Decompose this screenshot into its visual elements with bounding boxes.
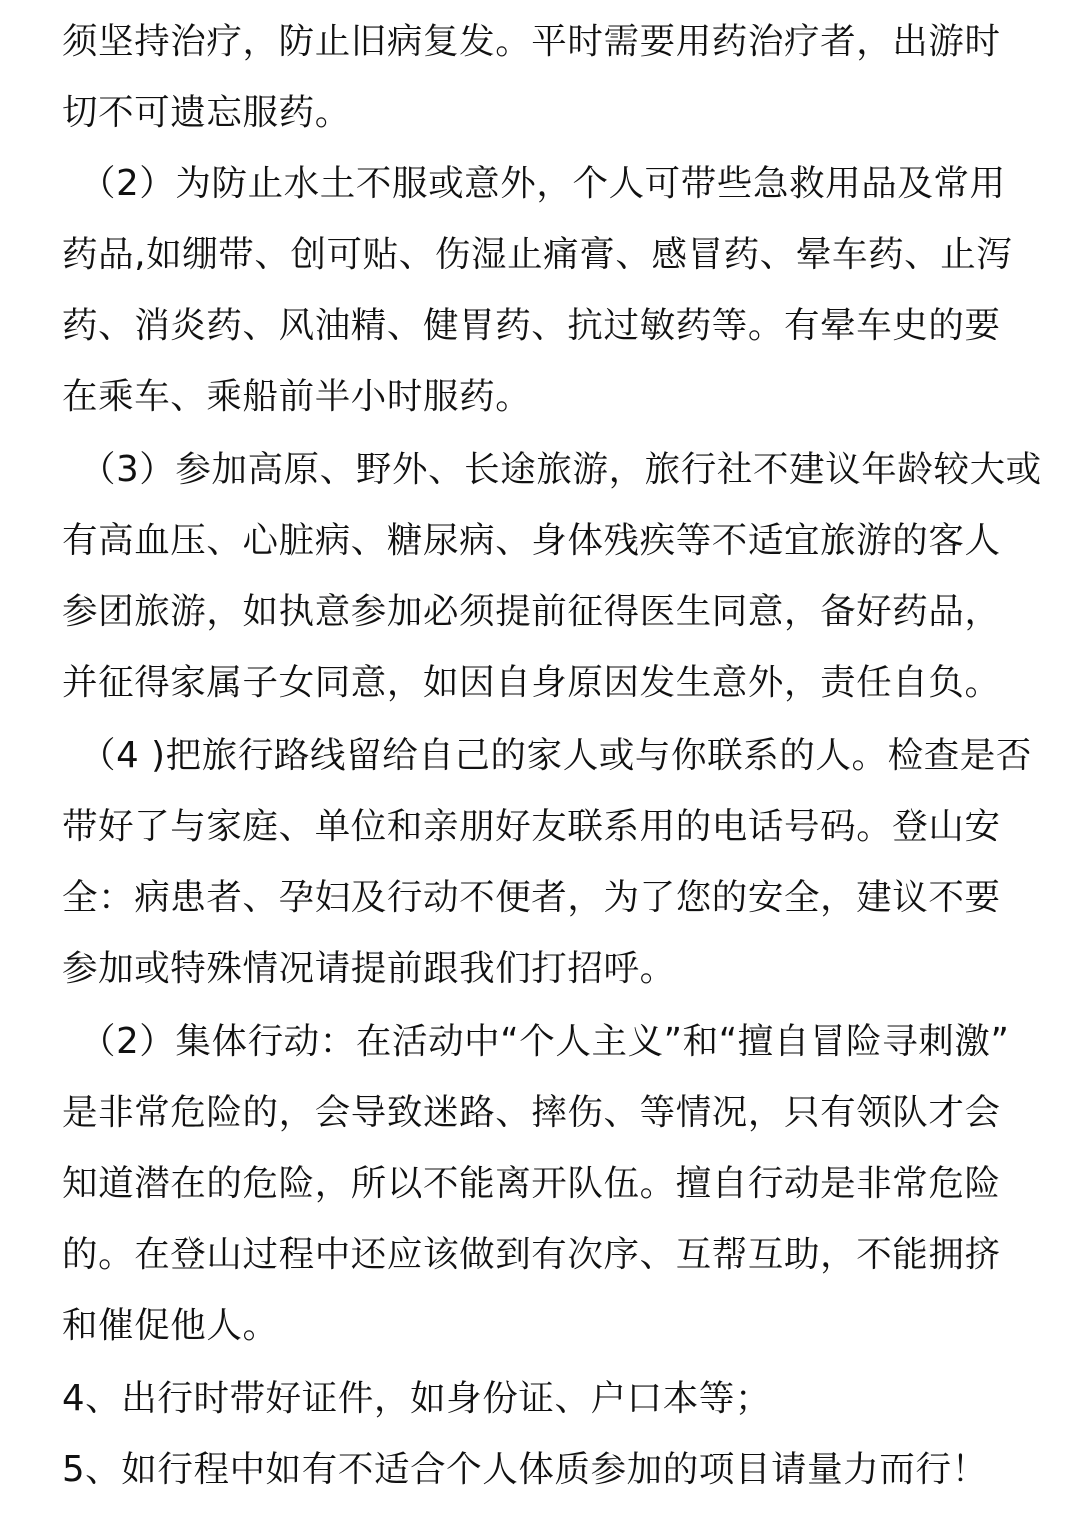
- text-line-9: 参团旅游，如执意参加必须提前征得医生同意，备好药品，: [62, 591, 1001, 632]
- text-line-4: 药品,如绷带、创可贴、伤湿止痛膏、感冒药、晕车药、止泻: [62, 234, 1013, 275]
- text-line-15: （2）集体行动：在活动中“个人主义”和“擅自冒险寻刺激”: [80, 1021, 1010, 1062]
- text-line-5: 药、消炎药、风油精、健胃药、抗过敏药等。有晕车史的要: [62, 305, 1001, 346]
- text-line-13: 全：病患者、孕妇及行动不便者，为了您的安全，建议不要: [62, 877, 1001, 918]
- text-line-2: 切不可遗忘服药。: [62, 92, 351, 133]
- text-line-3: （2）为防止水土不服或意外，个人可带些急救用品及常用: [80, 163, 1006, 204]
- text-line-8: 有高血压、心脏病、糖尿病、身体残疾等不适宜旅游的客人: [62, 520, 1001, 561]
- text-line-7: （3）参加高原、野外、长途旅游，旅行社不建议年龄较大或: [80, 449, 1042, 490]
- text-line-21: 5、如行程中如有不适合个人体质参加的项目请量力而行！: [62, 1449, 988, 1490]
- text-line-19: 和催促他人。: [62, 1305, 279, 1346]
- text-line-10: 并征得家属子女同意，如因自身原因发生意外，责任自负。: [62, 662, 1001, 703]
- text-line-6: 在乘车、乘船前半小时服药。: [62, 376, 532, 417]
- text-line-20: 4、出行时带好证件，如身份证、户口本等；: [62, 1378, 772, 1419]
- text-line-17: 知道潜在的危险，所以不能离开队伍。擅自行动是非常危险: [62, 1163, 1001, 1204]
- text-line-11: （4 )把旅行路线留给自己的家人或与你联系的人。检查是否: [80, 735, 1033, 776]
- text-line-18: 的。在登山过程中还应该做到有次序、互帮互助，不能拥挤: [62, 1234, 1001, 1275]
- text-line-1: 须坚持治疗，防止旧病复发。平时需要用药治疗者，出游时: [62, 21, 1001, 62]
- text-line-16: 是非常危险的，会导致迷路、摔伤、等情况，只有领队才会: [62, 1092, 1001, 1133]
- text-line-14: 参加或特殊情况请提前跟我们打招呼。: [62, 948, 676, 989]
- text-line-12: 带好了与家庭、单位和亲朋好友联系用的电话号码。登山安: [62, 806, 1001, 847]
